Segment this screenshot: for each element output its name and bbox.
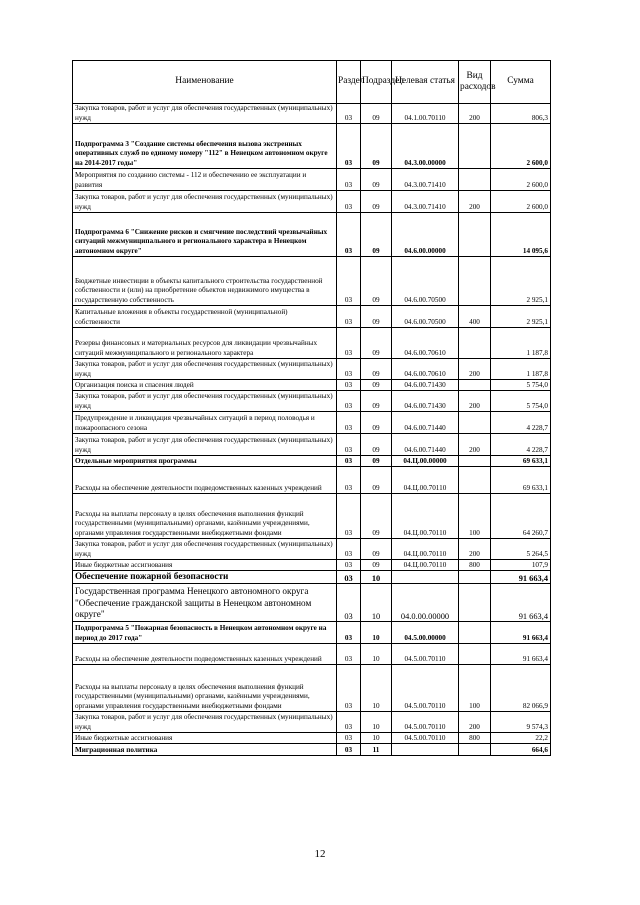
- row-subsection: 10: [361, 712, 392, 733]
- row-name: Организация поиска и спасения людей: [73, 380, 337, 391]
- row-type: [459, 644, 491, 665]
- row-type: 100: [459, 494, 491, 539]
- row-name: Предупреждение и ликвидация чрезвычайных ситуаций в период половодья и пожароопасного сезона: [73, 412, 337, 434]
- row-target: 04.5.00.70110: [392, 733, 459, 744]
- row-subsection: 09: [361, 191, 392, 213]
- row-type: [459, 213, 491, 257]
- row-subsection: 09: [361, 213, 392, 257]
- row-amount: 5 754,0: [491, 391, 551, 412]
- row-name: Миграционная политика: [73, 744, 337, 756]
- row-subsection: 09: [361, 124, 392, 169]
- row-amount: 69 633,1: [491, 467, 551, 494]
- row-target: 04.5.00.70110: [392, 644, 459, 665]
- table-row: [73, 584, 551, 622]
- row-subsection: 10: [361, 665, 392, 712]
- row-amount: 69 633,1: [491, 456, 551, 467]
- table-row: [73, 733, 551, 744]
- row-amount: 806,3: [491, 104, 551, 124]
- row-target: 04.6.00.70610: [392, 359, 459, 380]
- header-target: Целевая статья: [392, 61, 459, 104]
- row-target: 04.6.00.00000: [392, 213, 459, 257]
- row-amount: 2 600,0: [491, 191, 551, 213]
- row-type: [459, 571, 491, 584]
- row-subsection: 09: [361, 104, 392, 124]
- row-section: 03: [337, 733, 361, 744]
- row-name: Мероприятия по созданию системы - 112 и обеспечению ее эксплуатации и развития: [73, 169, 337, 191]
- row-section: 03: [337, 169, 361, 191]
- row-section: 03: [337, 306, 361, 328]
- row-amount: 14 095,6: [491, 213, 551, 257]
- row-target: 04.6.00.71430: [392, 391, 459, 412]
- row-name: Отдельные мероприятия программы: [73, 456, 337, 467]
- row-name: Закупка товаров, работ и услуг для обеспечения государственных (муниципальных) нужд: [73, 712, 337, 733]
- row-name: Иные бюджетные ассигнования: [73, 733, 337, 744]
- table-row: [73, 434, 551, 456]
- header-name: Наименование: [73, 61, 337, 104]
- row-section: 03: [337, 328, 361, 359]
- row-target: 04.0.00.00000: [392, 584, 459, 622]
- row-amount: 22,2: [491, 733, 551, 744]
- table-row: [73, 257, 551, 306]
- row-target: 04.6.00.71440: [392, 412, 459, 434]
- row-subsection: 10: [361, 571, 392, 584]
- row-amount: 82 066,9: [491, 665, 551, 712]
- row-type: 200: [459, 434, 491, 456]
- table-row: [73, 644, 551, 665]
- row-name: Закупка товаров, работ и услуг для обеспечения государственных (муниципальных) нужд: [73, 434, 337, 456]
- row-subsection: 09: [361, 257, 392, 306]
- row-subsection: 09: [361, 359, 392, 380]
- row-type: [459, 124, 491, 169]
- row-type: [459, 328, 491, 359]
- row-type: 100: [459, 665, 491, 712]
- table-row: [73, 328, 551, 359]
- row-name: Подпрограмма 5 "Пожарная безопасность в Ненецком автономном округе на период до 2017 года": [73, 622, 337, 644]
- row-section: 03: [337, 665, 361, 712]
- row-name: Закупка товаров, работ и услуг для обеспечения государственных (муниципальных) нужд: [73, 391, 337, 412]
- row-amount: 2 925,1: [491, 257, 551, 306]
- row-section: 03: [337, 644, 361, 665]
- row-subsection: 09: [361, 539, 392, 560]
- header-subsection: Подраздел: [361, 61, 392, 104]
- row-target: 04.Ц.00.70110: [392, 560, 459, 571]
- row-subsection: 09: [361, 306, 392, 328]
- row-amount: 107,9: [491, 560, 551, 571]
- row-subsection: 09: [361, 560, 392, 571]
- table-row: [73, 665, 551, 712]
- row-amount: 4 228,7: [491, 412, 551, 434]
- row-name: Закупка товаров, работ и услуг для обеспечения государственных (муниципальных) нужд: [73, 359, 337, 380]
- row-section: 03: [337, 124, 361, 169]
- table-row: [73, 494, 551, 539]
- row-section: 03: [337, 391, 361, 412]
- row-amount: 91 663,4: [491, 584, 551, 622]
- row-section: 03: [337, 412, 361, 434]
- row-section: 03: [337, 456, 361, 467]
- row-type: 200: [459, 712, 491, 733]
- header-expense-type: Вид расходов: [459, 61, 491, 104]
- row-type: [459, 380, 491, 391]
- row-type: 200: [459, 104, 491, 124]
- row-amount: 664,6: [491, 744, 551, 756]
- row-section: 03: [337, 494, 361, 539]
- row-name: Расходы на выплаты персоналу в целях обеспечения выполнения функций государственными (муниципальными) органами, казёнными учреждениями, органами управления государственными внебюджетными фондами: [73, 494, 337, 539]
- row-section: 03: [337, 257, 361, 306]
- row-section: 03: [337, 584, 361, 622]
- row-type: [459, 169, 491, 191]
- row-type: [459, 622, 491, 644]
- row-amount: 2 925,1: [491, 306, 551, 328]
- row-type: 200: [459, 539, 491, 560]
- row-name: Расходы на выплаты персоналу в целях обеспечения выполнения функций государственными (муниципальными) органами, казёнными учреждениями, органами управления государственными внебюджетными фондами: [73, 665, 337, 712]
- row-amount: 64 260,7: [491, 494, 551, 539]
- row-subsection: 09: [361, 434, 392, 456]
- row-type: 800: [459, 560, 491, 571]
- row-section: 03: [337, 191, 361, 213]
- row-type: [459, 257, 491, 306]
- row-name: Государственная программа Ненецкого автономного округа "Обеспечение гражданской защиты в Ненецком автономном округе": [73, 584, 337, 622]
- table-row: [73, 622, 551, 644]
- row-subsection: 10: [361, 584, 392, 622]
- row-section: 03: [337, 434, 361, 456]
- row-type: 200: [459, 391, 491, 412]
- row-section: 03: [337, 560, 361, 571]
- row-subsection: 09: [361, 456, 392, 467]
- row-amount: 1 187,8: [491, 359, 551, 380]
- row-section: 03: [337, 539, 361, 560]
- row-amount: 2 600,0: [491, 124, 551, 169]
- row-target: 04.3.00.00000: [392, 124, 459, 169]
- row-name: Подпрограмма 3 "Создание системы обеспечения вызова экстренных оперативных служб по единому номеру "112" в Ненецком автономном округе на 2014-2017 годы": [73, 124, 337, 169]
- table-row: [73, 191, 551, 213]
- header-section: Раздел: [337, 61, 361, 104]
- row-subsection: 09: [361, 391, 392, 412]
- row-section: 03: [337, 104, 361, 124]
- table-header-row: [73, 61, 551, 104]
- table-row: [73, 104, 551, 124]
- row-target: 04.5.00.70110: [392, 665, 459, 712]
- row-target: [392, 744, 459, 756]
- row-target: 04.3.00.71410: [392, 191, 459, 213]
- row-target: 04.6.00.70500: [392, 306, 459, 328]
- row-amount: 4 228,7: [491, 434, 551, 456]
- row-target: 04.Ц.00.00000: [392, 456, 459, 467]
- row-amount: 5 264,5: [491, 539, 551, 560]
- row-target: 04.1.00.70110: [392, 104, 459, 124]
- row-target: 04.Ц.00.70110: [392, 494, 459, 539]
- row-type: [459, 467, 491, 494]
- row-amount: 5 754,0: [491, 380, 551, 391]
- table-row: [73, 391, 551, 412]
- row-amount: 91 663,4: [491, 644, 551, 665]
- row-target: 04.6.00.70610: [392, 328, 459, 359]
- row-name: Обеспечение пожарной безопасности: [73, 571, 337, 584]
- row-target: [392, 571, 459, 584]
- row-type: 200: [459, 359, 491, 380]
- row-subsection: 11: [361, 744, 392, 756]
- row-target: 04.Ц.00.70110: [392, 467, 459, 494]
- row-subsection: 09: [361, 169, 392, 191]
- row-target: 04.5.00.70110: [392, 712, 459, 733]
- budget-table: [72, 60, 551, 756]
- row-section: 03: [337, 712, 361, 733]
- row-section: 03: [337, 467, 361, 494]
- row-target: 04.6.00.71440: [392, 434, 459, 456]
- row-amount: 1 187,8: [491, 328, 551, 359]
- row-type: 400: [459, 306, 491, 328]
- row-type: [459, 456, 491, 467]
- row-subsection: 09: [361, 467, 392, 494]
- row-type: 800: [459, 733, 491, 744]
- row-subsection: 10: [361, 622, 392, 644]
- row-target: 04.3.00.71410: [392, 169, 459, 191]
- table-row: [73, 467, 551, 494]
- row-type: [459, 744, 491, 756]
- row-target: 04.6.00.71430: [392, 380, 459, 391]
- table-row: [73, 213, 551, 257]
- row-amount: 9 574,3: [491, 712, 551, 733]
- row-target: 04.6.00.70500: [392, 257, 459, 306]
- header-amount: Сумма: [491, 61, 551, 104]
- row-type: 200: [459, 191, 491, 213]
- table-row: [73, 306, 551, 328]
- row-amount: 91 663,4: [491, 571, 551, 584]
- row-name: Закупка товаров, работ и услуг для обеспечения государственных (муниципальных) нужд: [73, 539, 337, 560]
- row-subsection: 09: [361, 494, 392, 539]
- table-row: [73, 169, 551, 191]
- row-subsection: 10: [361, 733, 392, 744]
- page-number: 12: [314, 848, 326, 860]
- row-amount: 2 600,0: [491, 169, 551, 191]
- row-target: 04.Ц.00.70110: [392, 539, 459, 560]
- row-section: 03: [337, 380, 361, 391]
- row-name: Резервы финансовых и материальных ресурсов для ликвидации чрезвычайных ситуаций межмуниципального и регионального характера: [73, 328, 337, 359]
- table-row: [73, 124, 551, 169]
- row-subsection: 09: [361, 380, 392, 391]
- table-row: [73, 412, 551, 434]
- row-section: 03: [337, 359, 361, 380]
- row-subsection: 09: [361, 328, 392, 359]
- table-row: [73, 712, 551, 733]
- row-subsection: 09: [361, 412, 392, 434]
- table-row: [73, 560, 551, 571]
- row-name: Расходы на обеспечение деятельности подведомственных казенных учреждений: [73, 644, 337, 665]
- row-target: 04.5.00.00000: [392, 622, 459, 644]
- row-name: Капитальные вложения в объекты государственной (муниципальной) собственности: [73, 306, 337, 328]
- row-name: Иные бюджетные ассигнования: [73, 560, 337, 571]
- row-section: 03: [337, 571, 361, 584]
- table-row: [73, 571, 551, 584]
- row-section: 03: [337, 744, 361, 756]
- table-row: [73, 380, 551, 391]
- row-name: Подпрограмма 6 "Снижение рисков и смягчение последствий чрезвычайных ситуаций межмуниципального и регионального характера в Ненецком автономном округе": [73, 213, 337, 257]
- table-row: [73, 359, 551, 380]
- table-row: [73, 539, 551, 560]
- row-subsection: 10: [361, 644, 392, 665]
- row-name: Закупка товаров, работ и услуг для обеспечения государственных (муниципальных) нужд: [73, 191, 337, 213]
- table-row: [73, 456, 551, 467]
- row-section: 03: [337, 622, 361, 644]
- row-name: Расходы на обеспечение деятельности подведомственных казенных учреждений: [73, 467, 337, 494]
- row-type: [459, 584, 491, 622]
- table-row: [73, 744, 551, 756]
- row-name: Бюджетные инвестиции в объекты капитального строительства государственной собственности и (или) на приобретение объектов недвижимого имущества в государственную собственность: [73, 257, 337, 306]
- row-amount: 91 663,4: [491, 622, 551, 644]
- row-name: Закупка товаров, работ и услуг для обеспечения государственных (муниципальных) нужд: [73, 104, 337, 124]
- row-section: 03: [337, 213, 361, 257]
- row-type: [459, 412, 491, 434]
